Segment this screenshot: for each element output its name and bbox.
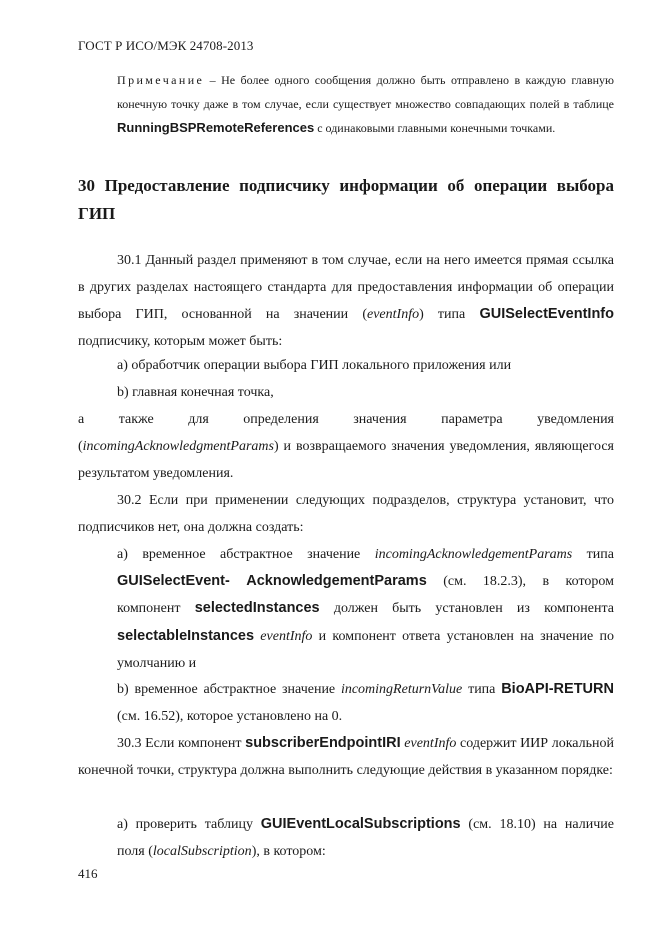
text-run: типа [572, 547, 614, 562]
italic-term: eventInfo [260, 628, 313, 644]
italic-term: localSubscription [152, 844, 252, 859]
text-run: ) и возвращаемого значения уведомления, являющегося результатом уведомления. [78, 439, 614, 481]
text-run: ), в котором: [251, 844, 326, 859]
note-label: Примечание [117, 73, 205, 87]
list-item-b: b) главная конечная точка, [117, 385, 274, 400]
text-run: b) временное абстрактное значение [117, 682, 341, 697]
text-run: а также для определения значения параметра уведомления ( [78, 412, 614, 454]
italic-term: incomingAcknowledgmentParams [82, 439, 274, 454]
note-code-term: RunningBSPRemoteReferences [117, 120, 315, 135]
note-paragraph [117, 68, 614, 140]
italic-term: incomingAcknowledgementParams [374, 547, 573, 562]
text-run: 30.3 Если компонент [117, 736, 246, 751]
text-run: a) временное абстрактное значение [117, 547, 375, 562]
text-run: содержит ИИР локальной конечной точки, структура должна выполнить следующие действия в указанном порядке: [78, 736, 614, 778]
text-run: a) проверить таблицу [117, 817, 261, 832]
text-run: ) типа [419, 307, 480, 322]
note-text: Не более одного сообщения должно быть отправлено в каждую главную конечную точку даже в том случае, если существует множество совпадающих полей в таблице [117, 73, 614, 111]
note-text-end: с одинаковыми главными конечными точками. [314, 121, 556, 135]
italic-term: eventInfo [404, 736, 457, 751]
text-run: подписчику, которым может быть: [78, 334, 283, 349]
code-term: selectedInstances [194, 600, 320, 617]
section-heading: 30 Предоставление подписчику информации об операции выбора ГИП [78, 176, 614, 223]
code-term: GUISelectEventInfo [479, 306, 614, 322]
code-term: BioAPI-RETURN [501, 681, 614, 697]
code-term: selectableInstances [117, 627, 255, 644]
text-run: 30.1 Данный раздел применяют в том случае, если на него имеется прямая ссылка в других разделах настоящего стандарта для предоставления информации об операции выбора ГИП, основанной на значении ( [78, 253, 614, 322]
text-run: и компонент ответа установлен на значение по умолчанию и [117, 628, 614, 671]
text-run: (см. 18.2.3), в котором компонент [117, 574, 614, 617]
list-item-a [117, 811, 614, 865]
list-item-a: a) обработчик операции выбора ГИП локального приложения или [117, 358, 512, 373]
list-item-b [117, 676, 614, 730]
text-run: (см. 16.52), которое установлено на 0. [117, 709, 343, 724]
code-term: GUISelectEvent- AcknowledgementParams [117, 573, 427, 590]
paragraph-also [78, 406, 614, 487]
text-run: должен быть установлен из компонента [319, 601, 614, 617]
paragraph-30-1 [78, 247, 614, 355]
code-term: GUIEventLocalSubscriptions [260, 816, 461, 832]
italic-term: incomingReturnValue [340, 682, 463, 697]
text-run: (см. 18.10) на наличие поля ( [117, 817, 614, 859]
paragraph-30-3 [78, 730, 614, 784]
note-dash: – [204, 73, 222, 87]
list-item-a [117, 541, 614, 677]
paragraph-30-2: 30.2 Если при применении следующих подразделов, структура установит, что подписчиков нет, она должна создать: [78, 493, 614, 535]
text-run: типа [462, 682, 502, 697]
italic-term: eventInfo [367, 307, 420, 322]
page-number: 416 [78, 866, 98, 881]
code-term: subscriberEndpointIRI [245, 735, 401, 751]
running-header: ГОСТ Р ИСО/МЭК 24708-2013 [78, 38, 254, 53]
